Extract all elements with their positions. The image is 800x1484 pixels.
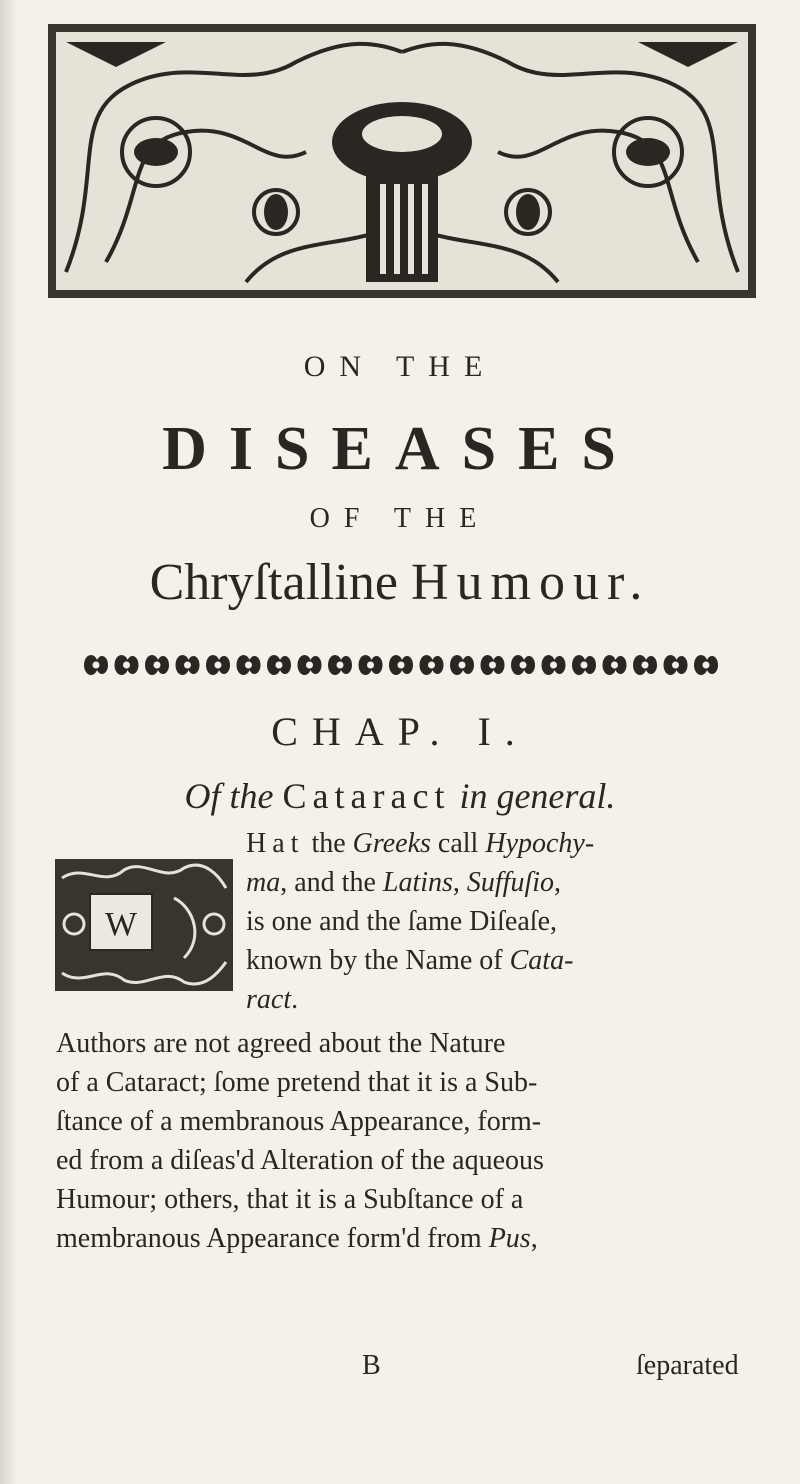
- heading-cataract: Cataract: [282, 776, 451, 816]
- title-line-on-the: ON THE: [303, 350, 497, 383]
- text-run: Authors are not agreed about the Nature: [56, 1028, 506, 1059]
- fleuron-icon: [145, 655, 169, 675]
- text-run: known by the Name of: [246, 945, 510, 976]
- drop-cap-letter: W: [104, 906, 138, 943]
- italic-run: Greeks: [352, 828, 431, 859]
- chapter-label: CHAP. I.: [271, 709, 529, 754]
- fleuron-icon: [572, 655, 596, 675]
- text-run: membranous Appearance form'd from: [56, 1223, 489, 1254]
- text-line: [246, 945, 573, 977]
- fleuron-icon: [420, 655, 444, 675]
- signature-mark: B: [362, 1350, 381, 1381]
- text-line: [56, 1106, 541, 1138]
- fleuron-icon: [84, 655, 108, 675]
- fleuron-icon: [450, 655, 474, 675]
- heading-suffix: in general.: [459, 776, 616, 816]
- fleuron-icon: [359, 655, 383, 675]
- fleuron-icon: [633, 655, 657, 675]
- title-line-of-the: OF THE: [309, 503, 491, 534]
- fleuron-icon: [389, 655, 413, 675]
- printers-ornament-row: [80, 650, 726, 680]
- text-line: [56, 1145, 544, 1177]
- text-line: [56, 1223, 538, 1255]
- text-run: ,: [452, 867, 467, 898]
- italic-run: Hypochy-: [485, 828, 595, 859]
- title-word-humour: Humour.: [410, 554, 651, 611]
- text-run: ,: [530, 1223, 538, 1254]
- fleuron-icon: [237, 655, 261, 675]
- text-line: [246, 828, 594, 860]
- catchword: ſeparated: [636, 1350, 739, 1381]
- text-line: [56, 1067, 537, 1099]
- italic-run: Latins: [382, 867, 453, 898]
- text-run: .: [291, 984, 299, 1015]
- fleuron-icon: [603, 655, 627, 675]
- text-run: ,: [554, 867, 562, 898]
- italic-run: Pus: [488, 1223, 531, 1254]
- text-run: of a Cataract; ſome pretend that it is a Sub-: [56, 1067, 538, 1098]
- text-run: Humour; others, that it is a Subſtance of a: [56, 1184, 524, 1215]
- fleuron-icon: [267, 655, 291, 675]
- fleuron-icon: [328, 655, 352, 675]
- text-run: Hat: [246, 828, 305, 859]
- text-run: is one and the ſame Diſeaſe,: [246, 906, 557, 937]
- text-line: [246, 984, 298, 1016]
- italic-run: ma: [246, 867, 281, 898]
- italic-run: ract: [246, 984, 292, 1015]
- italic-run: Cata-: [509, 945, 574, 976]
- chapter-heading: [0, 775, 800, 817]
- fleuron-icon: [206, 655, 230, 675]
- text-run: call: [430, 828, 486, 859]
- text-run: the: [304, 828, 353, 859]
- fleuron-icon: [481, 655, 505, 675]
- text-run: ed from a diſeas'd Alteration of the aqueous: [56, 1145, 544, 1176]
- fleuron-icon: [176, 655, 200, 675]
- ornamental-headpiece: [46, 22, 758, 300]
- fleuron-icon: [511, 655, 535, 675]
- heading-prefix: Of the: [184, 776, 274, 816]
- title-word-chrystalline: Chryſtalline: [149, 554, 398, 611]
- text-line: [246, 867, 561, 899]
- title-line-chrystalline-humour: [0, 553, 800, 612]
- drop-cap-block: [54, 858, 234, 992]
- fleuron-icon: [115, 655, 139, 675]
- fleuron-icon: [542, 655, 566, 675]
- text-line: [56, 1184, 523, 1216]
- fleuron-icon: [694, 655, 718, 675]
- fleuron-icon: [298, 655, 322, 675]
- fleuron-icon: [664, 655, 688, 675]
- text-line: [56, 1028, 505, 1060]
- text-run: , and the: [280, 867, 383, 898]
- drop-cap-ornament: [54, 858, 234, 992]
- title-line-diseases: DISEASES: [162, 415, 638, 483]
- text-run: ſtance of a membranous Appearance, form-: [56, 1106, 542, 1137]
- italic-run: Suffuſio: [466, 867, 555, 898]
- text-line: [246, 906, 557, 938]
